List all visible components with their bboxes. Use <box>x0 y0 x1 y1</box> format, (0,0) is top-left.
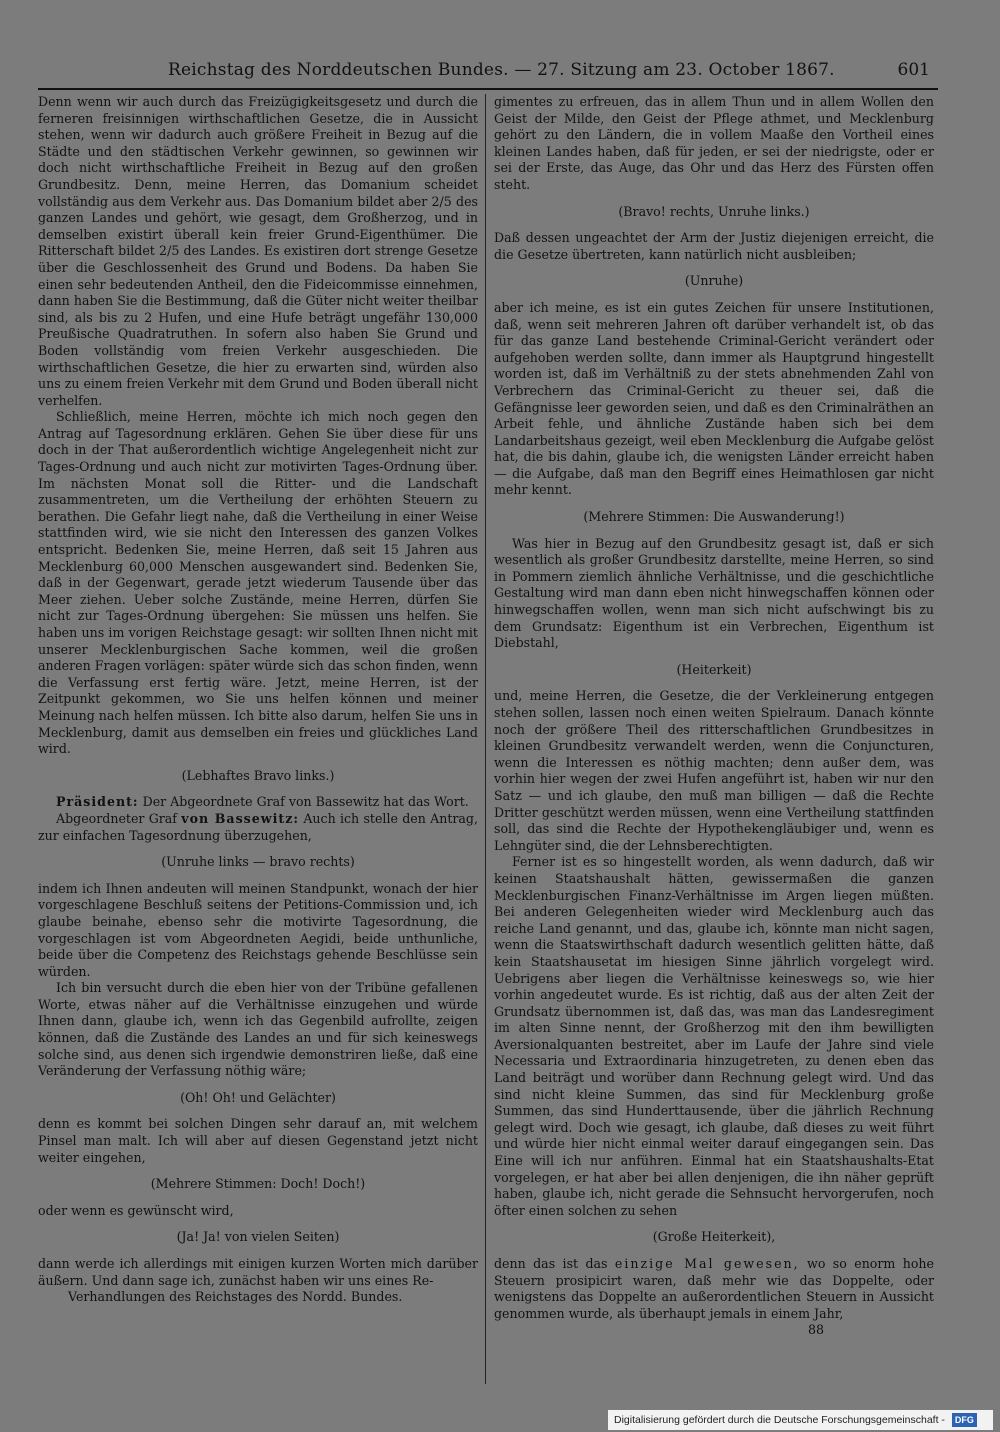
paragraph: gimentes zu erfreuen, das in allem Thun und in allem Wollen den Geist der Milde, den Geist der Pflege athmet, und Mecklenburg gehört zu den Ländern, die in vollem Maaße den Vortheil eines kleinen Landes haben, daß für jeden, er sei der niedrigste, oder er sei der Erste, das Auge, das Ohr und das Herz des Fürsten offen steht. <box>494 94 934 192</box>
paragraph <box>494 1256 934 1322</box>
paragraph-text: wo so enorm hohe Steuern prosipicirt waren, daß mehr wie das Doppelte, oder wenigstens das Doppelte an außerordentlichen Steuern in Aussicht genommen wurde, als überhaupt jemals in einem Jahr, <box>494 1256 934 1321</box>
interjection: (Mehrere Stimmen: Doch! Doch!) <box>150 1176 366 1192</box>
speaker-paragraph <box>38 811 478 844</box>
interjection: (Ja! Ja! von vielen Seiten) <box>176 1229 340 1245</box>
interjection: (Bravo! rechts, Unruhe links.) <box>618 203 810 219</box>
column-divider <box>485 94 486 1384</box>
paragraph: Daß dessen ungeachtet der Arm der Justiz diejenigen erreicht, die die Gesetze übertreten, kann natürlich nicht ausbleiben; <box>494 230 934 262</box>
interjection: (Oh! Oh! und Gelächter) <box>180 1089 336 1105</box>
interjection: (Heiterkeit) <box>676 661 752 677</box>
paragraph: oder wenn es gewünscht wird, <box>38 1202 234 1218</box>
left-column <box>38 94 478 1374</box>
paragraph: indem ich Ihnen andeuten will meinen Standpunkt, wonach der hier vorgeschlagene Beschluß seitens der Petitions-Commission und, ich glaube beinahe, ebenso sehr die motivirte Tagesordnung, die vorgeschlagen ist vom Abgeordneten Aegidi, beide unthunliche, beide über die Competenz des Reichstags gehende Beschlüsse sein würden. <box>38 880 478 979</box>
dfg-logo: DFG <box>952 1413 977 1427</box>
interjection: (Unruhe links — bravo rechts) <box>161 854 355 870</box>
volume-footline: Verhandlungen des Reichstages des Nordd. Bundes. <box>68 1289 403 1305</box>
signature-mark: 88 <box>807 1322 824 1338</box>
speaker-paragraph <box>38 794 478 811</box>
paragraph: und, meine Herren, die Gesetze, die der Verkleinerung entgegen stehen sollen, lassen noch einen weiten Spielraum. Danach könnte noch der größere Theil des ritterschaftlichen Grundbesitzes in kleinen Grundbesitz verwandelt werden, wenn die Conjuncturen, wenn die Interessen es nöthig machten; denn außer dem, was vorhin hier wegen der zwei Hufen angeführt ist, haben wir nur den Satz — und ich glaube, den muß man billigen — daß die Rechte Dritter geschützt werden müssen, wenn eine Vertheilung stattfinden soll, das sind die Rechte der Hypothekengläubiger und, wenn es Lehngüter sind, die der Lehnsberechtigten. <box>494 688 934 853</box>
paragraph: dann werde ich allerdings mit einigen kurzen Worten mich darüber äußern. Und dann sage ich, zunächst haben wir uns eines Re- <box>38 1256 478 1288</box>
paragraph-text: denn das ist das <box>494 1256 615 1271</box>
right-column <box>494 94 934 1374</box>
interjection: (Unruhe) <box>684 273 744 289</box>
digitization-credit <box>608 1410 993 1430</box>
page-header <box>38 54 938 90</box>
paragraph: Was hier in Bezug auf den Grundbesitz gesagt ist, daß er sich wesentlich als großer Grundbesitz darstellte, meine Herren, so sind in Pommern ziemlich ähnliche Verhältnisse, und die geschichtliche Gestaltung wird man dann eben nicht hinwegschaffen können oder hinwegschaffen wollen, wenn man sich nicht aufschwingt bis zu dem Grundsatz: Eigenthum ist ein Verbrechen, Eigenthum ist Diebstahl, <box>494 535 934 651</box>
interjection: (Mehrere Stimmen: Die Auswanderung!) <box>583 509 845 525</box>
speaker-name: Präsident: <box>56 794 139 810</box>
header-title: Reichstag des Norddeutschen Bundes. — 27. Sitzung am 23. October 1867. <box>168 60 835 80</box>
speaker-name: von Bassewitz: <box>181 810 300 826</box>
emphasized-text: einzige Mal gewesen, <box>614 1256 800 1271</box>
page-number: 601 <box>897 60 930 80</box>
speaker-title: Abgeordneter Graf <box>56 810 182 826</box>
paragraph: aber ich meine, es ist ein gutes Zeichen für unsere Institutionen, daß, wenn seit mehreren Jahren oft darüber verhandelt ist, ob das für das ganze Land bestehende Criminal-Gericht verändert oder aufgehoben werden sollte, dann immer als Hauptgrund hingestellt worden ist, daß im Verhältniß zu der stets abnehmenden Zahl von Verbrechern das Criminal-Gericht zu theuer sei, daß die Gefängnisse leer geworden seien, und daß es den Criminalräthen an Arbeit fehle, und ähnliche Zustände haben sich bei dem Landarbeitshaus gezeigt, weil eben Mecklenburg die Aufgabe gelöst hat, die bis dahin, glaube ich, die wenigsten Länder erreicht haben — die Aufgabe, daß man den Begriff eines Heimathlosen gar nicht mehr kennt. <box>494 299 934 498</box>
paragraph: Ferner ist es so hingestellt worden, als wenn dadurch, daß wir keinen Staatshaushalt hätten, gewissermaßen die ganzen Mecklenburgischen Finanz-Verhältnisse im Argen liegen müßten. Bei anderen Gelegenheiten wieder wird Mecklenburg auch das reiche Land genannt, und das, glaube ich, könnte man nicht sagen, wenn die Staatswirthschaft dadurch wesentlich gelitten hätte, daß kein Staatshausetat im hiesigen Sinne jährlich vorgelegt wird. Uebrigens aber liegen die Verhältnisse keineswegs so, wie hier vorhin angedeutet wurde. Es ist richtig, daß aus der alten Zeit der Grundsatz übernommen ist, daß das, was man das Landesregiment im alten Sinne nennt, der Großherzog mit den ihm bewilligten Aversionalquanten bestreitet, aber im Laufe der Jahre sind viele Necessaria und Extraordinaria hinzugetreten, zu denen eben das Land beiträgt und worüber dann Rechnung gelegt wird. Und das sind nicht kleine Summen, das sind für Mecklenburg große Summen, das sind Hunderttausende, über die jährlich Rechnung gelegt wird. Doch wie gesagt, ich glaube, daß dieses zu weit führt und würde hier nicht einmal weiter darauf eingegangen sein. Das Eine will ich nur anführen. Einmal hat ein Staatshaushalts-Etat vorgelegen, er hat aber bei allen denjenigen, die ihn näher geprüft haben, glaube ich, nicht gerade die Sehnsucht hervorgerufen, noch öfter einen solchen zu sehen <box>494 854 934 1218</box>
paragraph: Denn wenn wir auch durch das Freizügigkeitsgesetz und durch die ferneren freisinnigen wirthschaftlichen Gesetze, die in Aussicht stehen, wenn wir dadurch auch größere Freiheit in Bezug auf die Städte und den städtischen Verkehr gewinnen, so gewinnen wir doch nicht wirthschaftliche Freiheit in Bezug auf den großen Grundbesitz. Denn, meine Herren, das Domanium scheidet vollständig aus dem Verkehr aus. Das Domanium bildet aber 2/5 des ganzen Landes und gehört, wie gesagt, dem Großherzog, und in demselben existirt überall kein freier Grund-Eigenthümer. Die Ritterschaft bildet 2/5 des Landes. Es existiren dort strenge Gesetze über die Geschlossenheit des Grund und Bodens. Da haben Sie einen sehr bedeutenden Antheil, den die Fideicommisse einnehmen, dann haben Sie die Bestimmung, daß die Güter nicht weiter theilbar sind, als bis zu 2 Hufen, und eine Hufe beträgt ungefähr 130,000 Preußische Quadratruthen. In sofern also haben Sie Grund und Boden vollständig vom freien Verkehr ausgeschieden. Die wirthschaftlichen Gesetze, die hier zu erwarten sind, würden also uns zu einem freien Verkehr mit dem Grund und Boden überall nicht verhelfen. <box>38 94 478 408</box>
paragraph: Ich bin versucht durch die eben hier von der Tribüne gefallenen Worte, etwas näher auf die Verhältnisse einzugehen und würde Ihnen dann, glaube ich, wenn ich das Gegenbild aufrollte, zeigen können, daß die Zustände des Landes an und für sich keineswegs solche sind, aus denen sich irgendwie demonstriren ließe, daß eine Veränderung der Verfassung nöthig wäre; <box>38 980 478 1079</box>
document-page <box>38 54 938 1374</box>
paragraph: Schließlich, meine Herren, möchte ich mich noch gegen den Antrag auf Tagesordnung erklären. Gehen Sie über diese für uns doch in der That außerordentlich wichtige Angelegenheit nicht zur Tages-Ordnung und auch nicht zur motivirten Tages-Ordnung über. Im nächsten Monat soll die Ritter- und die Landschaft zusammentreten, um die Vertheilung der erhöhten Steuern zu berathen. Die Gefahr liegt nahe, daß die Vertheilung in einer Weise stattfinden wird, wie sie nicht den Interessen des ganzen Volkes entspricht. Bedenken Sie, meine Herren, daß seit 15 Jahren aus Mecklenburg 60,000 Menschen ausgewandert sind. Bedenken Sie, daß in der Gegenwart, gerade jetzt wiederum Tausende über das Meer ziehen. Ueber solche Zustände, meine Herren, dürfen Sie nicht zur Tages-Ordnung übergehen: Sie müssen uns helfen. Sie haben uns im vorigen Reichstage gesagt: wir sollten Ihnen nicht mit unserer Mecklenburgischen Sache kommen, weil die großen anderen Fragen vorlägen: später würde sich das schon finden, wenn die Verfassung erst fertig wäre. Jetzt, meine Herren, ist der Zeitpunkt gekommen, wo Sie uns helfen können und meiner Meinung nach helfen müssen. Ich bitte also darum, helfen Sie uns in Mecklenburg, damit aus demselben ein freies und glückliches Land wird. <box>38 409 478 757</box>
speech-text: Der Abgeordnete Graf von Bassewitz hat das Wort. <box>138 794 469 810</box>
speech-text: Auch ich stelle den Antrag, zur einfachen Tagesordnung überzugehen, <box>38 810 478 843</box>
credit-text: Digitalisierung gefördert durch die Deutsche Forschungsgemeinschaft - <box>614 1414 945 1426</box>
paragraph: denn es kommt bei solchen Dingen sehr darauf an, mit welchem Pinsel man malt. Ich will aber auf diesen Gegenstand jetzt nicht weiter eingehen, <box>38 1116 478 1165</box>
interjection: (Große Heiterkeit), <box>652 1229 776 1245</box>
interjection: (Lebhaftes Bravo links.) <box>181 767 335 783</box>
